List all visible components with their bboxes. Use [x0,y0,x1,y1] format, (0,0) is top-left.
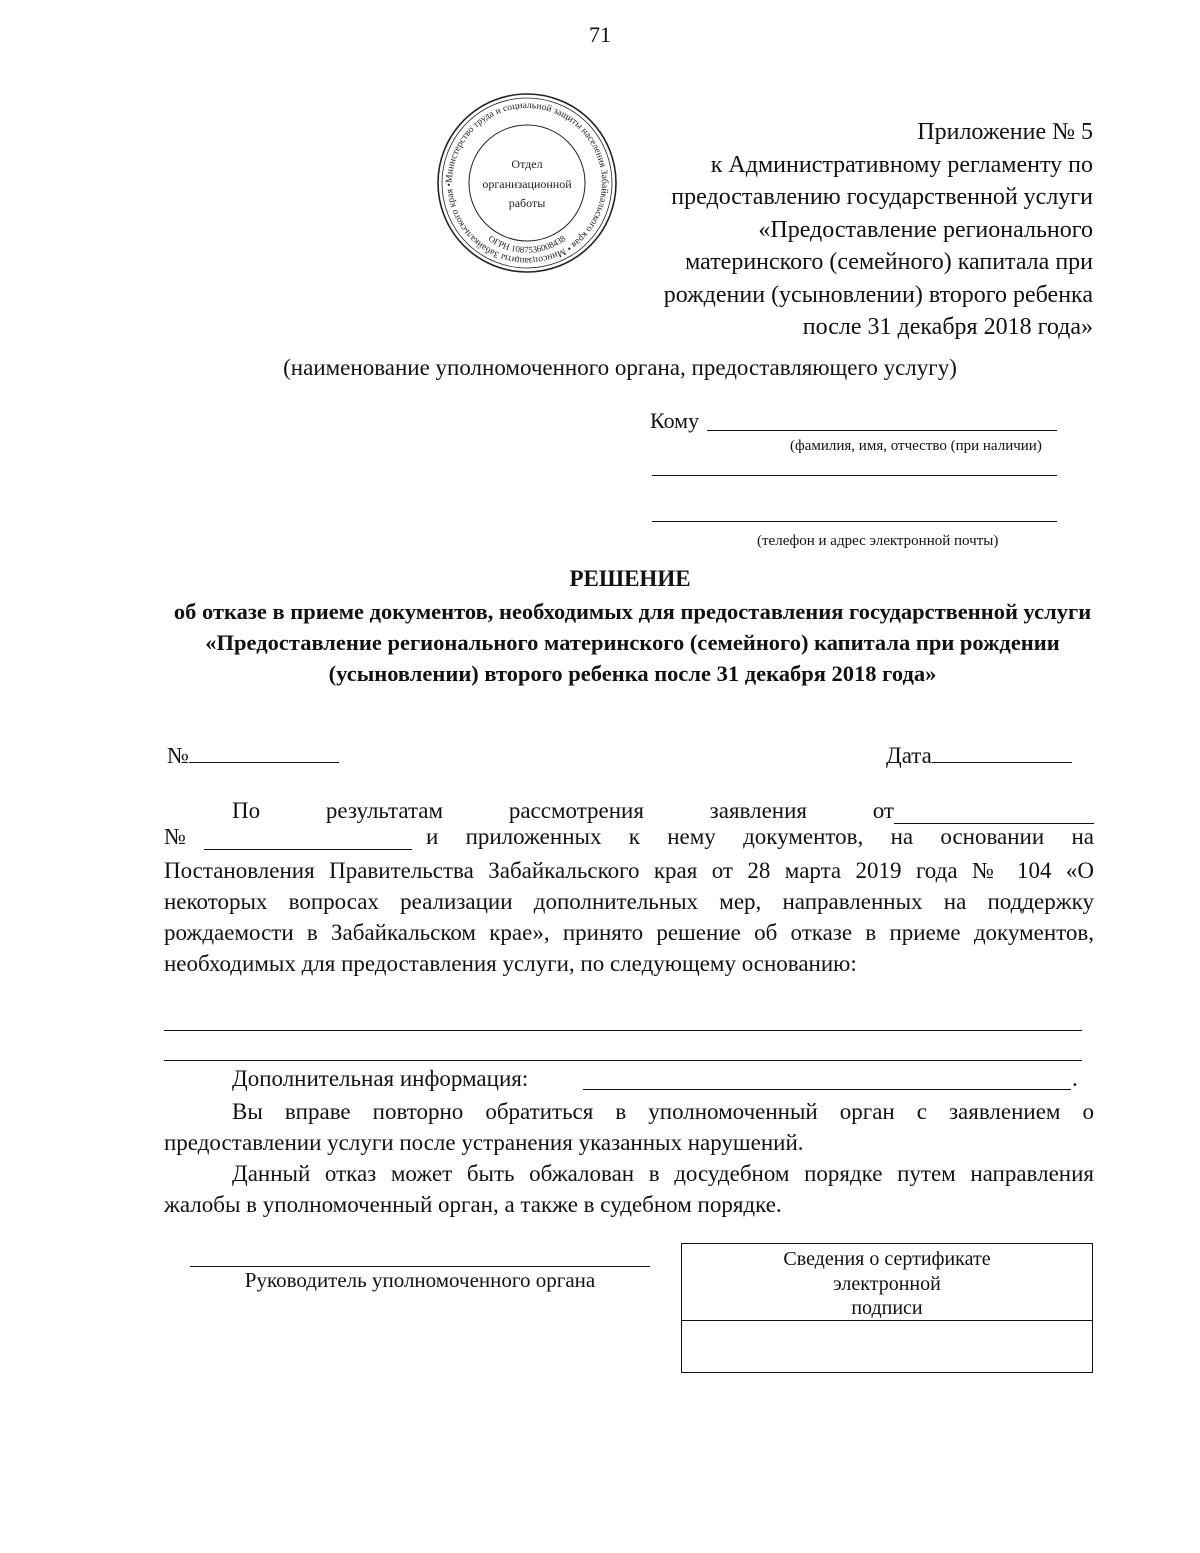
reason-field-2[interactable] [164,1060,1082,1061]
body-word: По [232,798,261,823]
recipient-name-hint: (фамилия, имя, отчество (при наличии) [790,438,1042,454]
body-paragraph-1: Постановления Правительства Забайкальского края от 28 марта 2019 года № 104 «О некоторых вопросах реализации дополнительных мер, направленных на поддержку рождаемости в Забайкальском крае», принято решение об отказе в приеме документов, необходимых для предоставления услуги, по следующему основанию: [164,858,1094,976]
application-number-label: № [164,824,186,849]
authority-caption: (наименование уполномоченного органа, предоставляющего услугу) [283,355,957,380]
seal-ogrn: ОГРН 1087536008438 [486,233,568,255]
cert-line: электронной [833,1272,941,1295]
esignature-certificate-box [681,1243,1093,1373]
additional-info-field[interactable] [583,1089,1071,1090]
recipient-label: Кому [650,408,700,433]
decision-date-field[interactable] [932,740,1072,763]
seal-center-line-2: организационной [482,177,572,191]
application-date-field[interactable] [894,801,1094,824]
page-number: 71 [589,22,611,47]
appendix-line: «Предоставление регионального [758,216,1093,243]
recipient-extra-field[interactable] [652,475,1057,476]
body-word: рассмотрения [508,798,644,823]
recipient-contact-field[interactable] [652,521,1057,522]
seal-center-line-3: работы [508,196,546,210]
cert-line: подписи [851,1297,923,1319]
decision-date-row [886,740,1072,769]
head-signature-field[interactable] [190,1266,650,1267]
body-word: заявления [709,798,807,823]
recipient-contact-hint: (телефон и адрес электронной почты) [757,533,999,549]
body-word: результатам [325,798,444,823]
appendix-header [573,116,1093,344]
seal-ring-text: Министерство труда и социальной защиты населения Забайкальского края • Минсоцзащиты Забайкальского края • [443,99,611,267]
body-second-line [164,824,1094,850]
appendix-line: материнского (семейного) капитала при [685,249,1093,275]
esignature-certificate-details[interactable] [682,1321,1092,1371]
seal-center-line-1: Отдел [511,157,543,171]
decision-number-field[interactable] [189,740,339,763]
body-first-line [232,798,1094,824]
esignature-certificate-header [682,1244,1092,1321]
appendix-line: Приложение № 5 [917,119,1093,145]
body-paragraph-2: Вы вправе повторно обратиться в уполномоченный орган с заявлением о предоставлении услуги после устранения указанных нарушений. [164,1099,1094,1155]
additional-info-period: . [1072,1066,1078,1091]
date-label: Дата [886,743,932,768]
decision-subtitle: об отказе в приеме документов, необходимых для предоставления государственной услуги «Предоставление регионального материнского (семейного) капитала при рождении (усыновлении) второго ребенка после 31 декабря 2018 года» [173,599,1092,686]
head-signature-label: Руководитель уполномоченного органа [244,1268,596,1292]
appendix-line: к Административному регламенту по [710,151,1093,178]
body-text: и приложенных к нему документов, на основании на [425,824,1094,849]
number-label: № [167,743,189,768]
recipient-name-field[interactable] [707,430,1057,431]
appendix-line: рождении (усыновлении) второго ребенка [663,281,1093,308]
decision-number-row [167,740,339,769]
appendix-line: предоставлению государственной услуги [671,184,1093,210]
body-word: от [872,798,894,823]
body-paragraph-3: Данный отказ может быть обжалован в досудебном порядке путем направления жалобы в уполномоченный орган, а также в судебном порядке. [164,1161,1094,1217]
additional-info-label: Дополнительная информация: [232,1066,529,1091]
decision-title: РЕШЕНИЕ [569,566,691,591]
cert-line: Сведения о сертификате [783,1248,991,1270]
reason-field-1[interactable] [164,1030,1082,1031]
application-number-field[interactable] [204,827,412,850]
appendix-line: после 31 декабря 2018 года» [802,314,1093,340]
application-date-group [873,798,1094,824]
